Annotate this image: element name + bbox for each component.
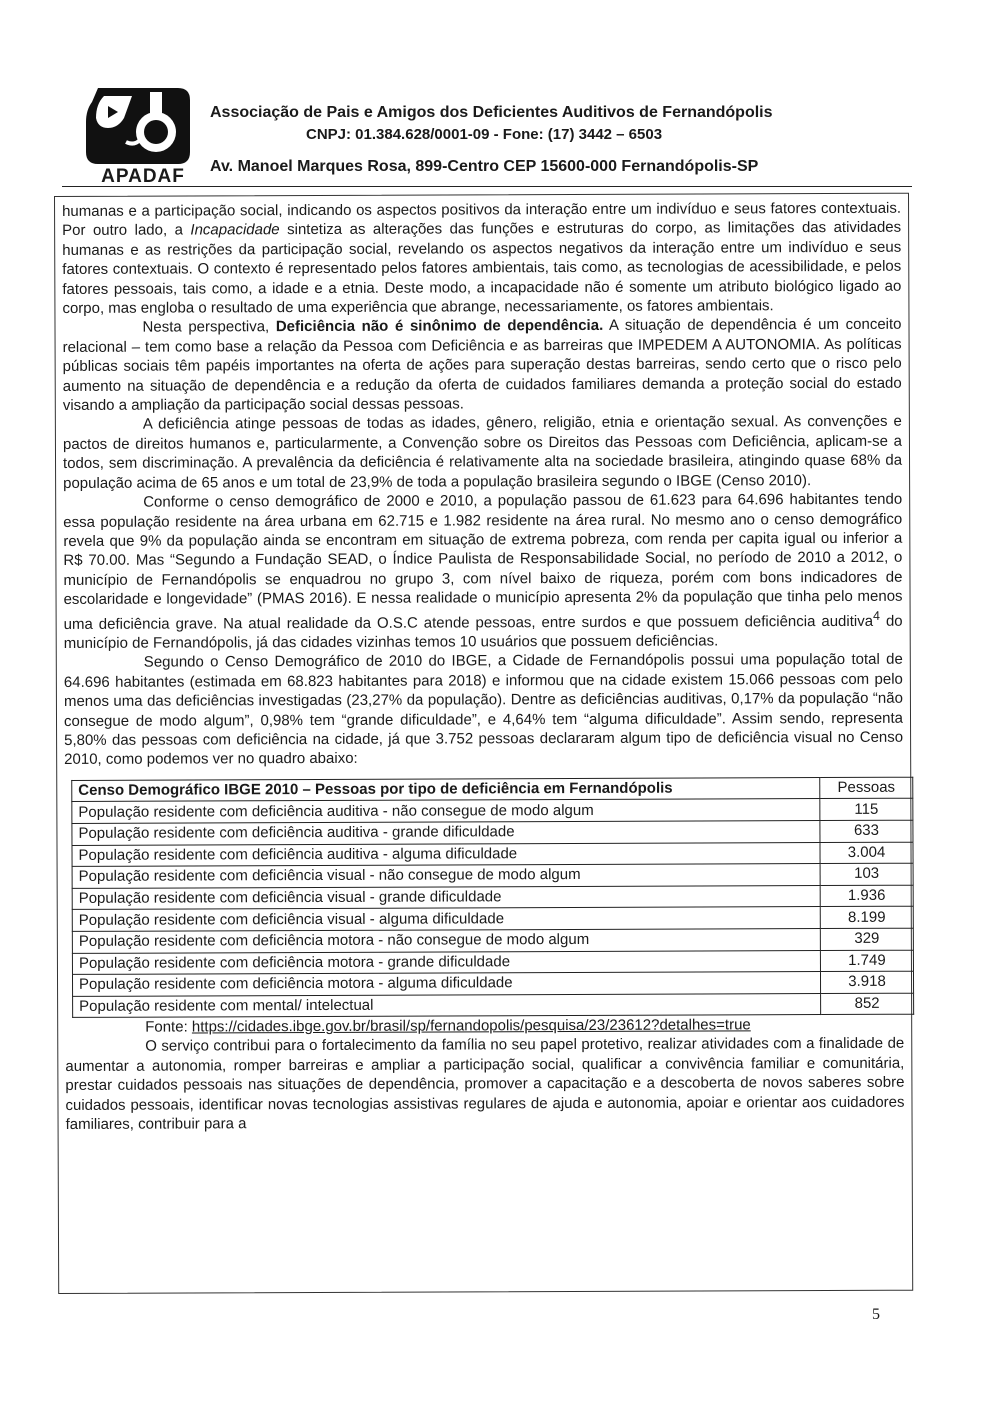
paragraph-1: humanas e a participação social, indicando os aspectos positivos da interação entre um indivíduo e seus fatores contextuais. Por outro lado, a Incapacidade sintetiza as alterações das funções e estruturas do corpo, as limitações das atividades humanas e as restrições da participação social, revelando os aspectos negativos da interação entre um indivíduo e seus fatores contextuais. O contexto é representado pelos fatores ambientais, tais como, as tecnologias de acessibilidade, e pelos fatores pessoais, tais como, a idade e a etnia. Deste modo, a incapacidade não é somente um atributo biológico ligado ao corpo, mas engloba o resultado de uma experiência que abrange, necessariamente, os fatores ambientais. <box>62 199 902 317</box>
header-divider <box>62 186 912 187</box>
apadaf-logo <box>78 82 194 187</box>
letterhead <box>62 78 922 188</box>
row-label: População residente com deficiência motora - alguma dificuldade <box>72 972 820 996</box>
paragraph-6: O serviço contribui para o fortalecimento da família no seu papel protetivo, realizar atividades com a finalidade de aumentar a autonomia, romper barreiras e ampliar a participação social, qualificar a convivência familiar e comunitária, prestar cuidados pessoais nas situações de dependência, promover a capacitação e a descoberta de novos saberes sobre cuidados pessoais, identificar novas tecnologias assistivas regulares de ajuda e autonomia, apoiar e orientar aos cuidadores familiares, contribuir para a <box>65 1035 905 1133</box>
row-label: População residente com deficiência auditiva - não consegue de modo algum <box>72 799 820 823</box>
row-label: População residente com deficiência visual - não consegue de modo algum <box>72 864 820 888</box>
organization-name: Associação de Pais e Amigos dos Deficientes Auditivos de Fernandópolis <box>210 104 773 121</box>
table-title: Censo Demográfico IBGE 2010 – Pessoas por tipo de deficiência em Fernandópolis <box>72 777 820 801</box>
footnote-marker[interactable]: 4 <box>873 608 881 623</box>
logo-text: APADAF <box>101 166 185 187</box>
ear-logo-icon <box>78 82 194 172</box>
column-header-pessoas: Pessoas <box>820 777 913 799</box>
census-table <box>71 776 914 1018</box>
row-label: População residente com deficiência visual - grande dificuldade <box>72 885 820 909</box>
row-value: 3.918 <box>820 971 913 993</box>
row-label: População residente com deficiência auditiva - grande dificuldade <box>72 821 820 845</box>
page-number: 5 <box>872 1306 880 1323</box>
row-label: População residente com deficiência auditiva - alguma dificuldade <box>72 842 820 866</box>
paragraph-5: Segundo o Censo Demográfico de 2010 do IBGE, a Cidade de Fernandópolis possui uma população total de 64.696 habitantes (estimada em 68.823 habitantes para 2018) e informou que na cidade existem 15.066 pessoas com pelo menos uma das deficiências investigadas (23,27% da população). Dentre as deficiências auditivas, 0,17% da população “não consegue de modo algum”, 0,98% tem “grande dificuldade”, e 4,64% tem “alguma dificuldade”. Assim sendo, representa 5,80% das pessoas com deficiência na cidade, já que 3.752 pessoas declararam algum tipo de deficiência visual no Censo 2010, como podemos ver no quadro abaixo: <box>63 651 904 769</box>
organization-address: Av. Manoel Marques Rosa, 899-Centro CEP 15600-000 Fernandópolis-SP <box>210 158 759 175</box>
row-value: 1.936 <box>820 885 913 907</box>
table-row <box>73 993 914 1018</box>
row-label: População residente com deficiência visual - alguma dificuldade <box>72 907 820 931</box>
row-label: População residente com deficiência motora - grande dificuldade <box>72 950 820 974</box>
source-link[interactable]: https://cidades.ibge.gov.br/brasil/sp/fernandopolis/pesquisa/23/23612?detalhes=true <box>191 1016 751 1036</box>
row-value: 852 <box>821 993 914 1015</box>
paragraph-4: Conforme o censo demográfico de 2000 e 2010, a população passou de 61.623 para 64.696 habitantes tendo essa população residente na área urbana em 62.715 e 1.982 residente na área rural. No mesmo ano o censo demográfico revela que 9% da população ainda se encontram em situação de extrema pobreza, com renda per capita igual ou inferior a R$ 70.00. Mas “Segundo a Fundação SEAD, o Índice Paulista de Responsabilidade Social, no período de 2010 a 2012, o município de Fernandópolis se enquadrou no grupo 3, com nível baixo de riqueza, porém com bons indicadores de escolaridade e longevidade” (PMAS 2016). E nessa realidade o município apresenta 2% da população que tinha pelo menos uma deficiência grave. Na atual realidade da O.S.C atende pessoas, entre surdos e que possuem deficiência auditiva$^4$ do município de Fernandópolis, já das cidades vizinhas temos 10 usuários que possuem deficiências. <box>63 490 903 652</box>
row-value: 329 <box>820 928 913 950</box>
row-value: 633 <box>820 820 913 842</box>
row-label: População residente com deficiência motora - não consegue de modo algum <box>72 929 820 953</box>
row-value: 115 <box>820 799 913 821</box>
row-label: População residente com mental/ intelectual <box>73 993 821 1017</box>
table-body <box>72 799 914 1018</box>
row-value: 3.004 <box>820 842 913 864</box>
italic-term-incapacidade: Incapacidade <box>190 221 280 239</box>
row-value: 1.749 <box>820 950 913 972</box>
paragraph-3: A deficiência atinge pessoas de todas as idades, gênero, religião, etnia e orientação sexual. As convenções e pactos de direitos humanos e, particularmente, a Convenção sobre os Direitos das Pessoas com Deficiência, aplicam-se a todos, sem discriminação. A prevalência da deficiência é relativamente alta na sociedade brasileira, atingindo quase 68% da população acima de 65 anos e um total de 23,9% de toda a população brasileira segundo o IBGE (Censo 2010). <box>62 413 903 492</box>
paragraph-2: Nesta perspectiva, Deficiência não é sinônimo de dependência. A situação de dependência é um conceito relacional – tem como base a relação da Pessoa com Deficiência e as barreiras que IMPEDEM A AUTONOMIA. As políticas públicas sociais têm papéis importantes na oferta de ações para superação destas barreiras, sendo certo que o risco pelo aumento na situação de dependência e a redução da oferta de cuidados familiares demanda a proteção social do estado visando a ampliação da participação social dessas pessoas. <box>62 316 902 415</box>
cnpj-phone-line: CNPJ: 01.384.628/0001-09 - Fone: (17) 3442 – 6503 <box>306 126 663 143</box>
bold-statement: Deficiência não é sinônimo de dependência. <box>275 317 604 336</box>
table-source: Fonte: https://cidades.ibge.gov.br/brasil/sp/fernandopolis/pesquisa/23/23612?detalhes=true <box>145 1016 751 1036</box>
row-value: 8.199 <box>820 907 913 929</box>
page-frame <box>54 193 913 1294</box>
row-value: 103 <box>820 863 913 885</box>
page-content <box>62 199 905 1135</box>
